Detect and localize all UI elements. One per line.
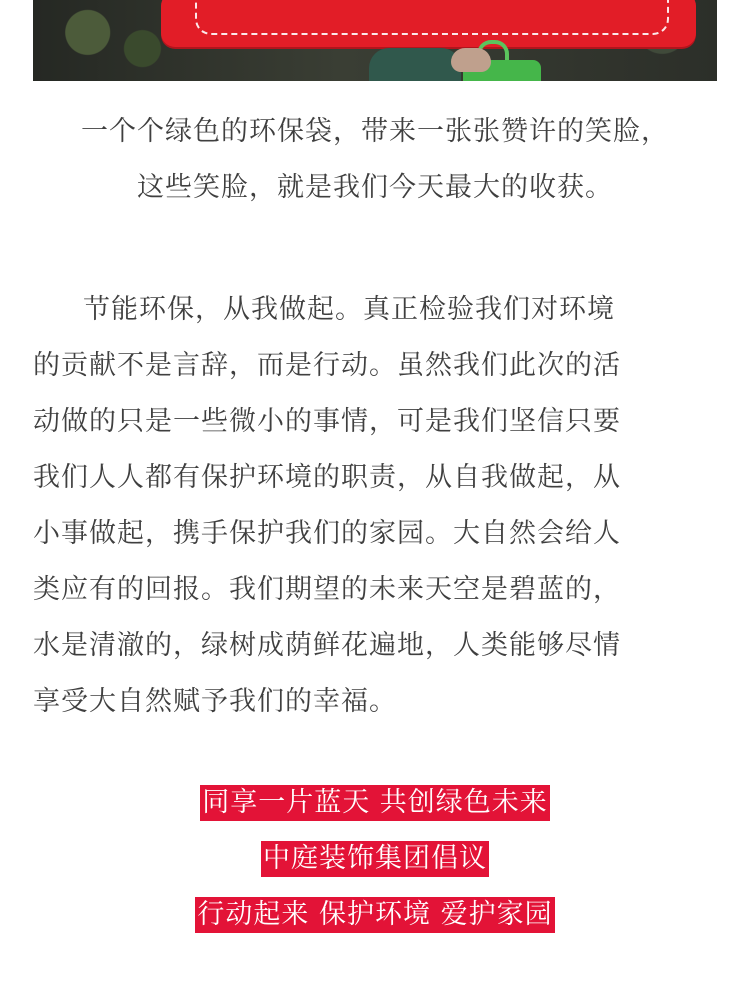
- paragraph-line: 的贡献不是言辞，而是行动。虽然我们此次的活: [33, 350, 621, 381]
- paragraph-line: 水是清澈的，绿树成荫鲜花遍地，人类能够尽情: [33, 630, 621, 661]
- caption-line-2: 这些笑脸，就是我们今天最大的收获。: [137, 172, 613, 203]
- paragraph-line: 小事做起，携手保护我们的家园。大自然会给人: [33, 518, 621, 549]
- person-sleeve: [369, 48, 461, 81]
- event-photo: [33, 0, 717, 81]
- body-paragraph: [33, 282, 717, 730]
- paragraph-line: 享受大自然赋予我们的幸福。: [33, 686, 397, 717]
- action-highlight: 行动起来 保护环境 爱护家园: [195, 897, 554, 933]
- slogan-line-1: [0, 785, 750, 821]
- organization-highlight: 中庭装饰集团倡议: [261, 841, 489, 877]
- paragraph-line: 动做的只是一些微小的事情，可是我们坚信只要: [33, 406, 621, 437]
- sign-dashed-border: [195, 0, 669, 35]
- slogan-line-2: [0, 841, 750, 877]
- paragraph-line: 节能环保，从我做起。真正检验我们对环境: [83, 294, 615, 325]
- hand: [451, 48, 491, 72]
- slogan-highlight: 同享一片蓝天 共创绿色未来: [200, 785, 550, 821]
- paragraph-line: 类应有的回报。我们期望的未来天空是碧蓝的，: [33, 574, 621, 605]
- slogan-line-3: [0, 897, 750, 933]
- paragraph-line: 我们人人都有保护环境的职责，从自我做起，从: [33, 462, 621, 493]
- caption-line-1: 一个个绿色的环保袋，带来一张张赞许的笑脸，: [81, 116, 669, 147]
